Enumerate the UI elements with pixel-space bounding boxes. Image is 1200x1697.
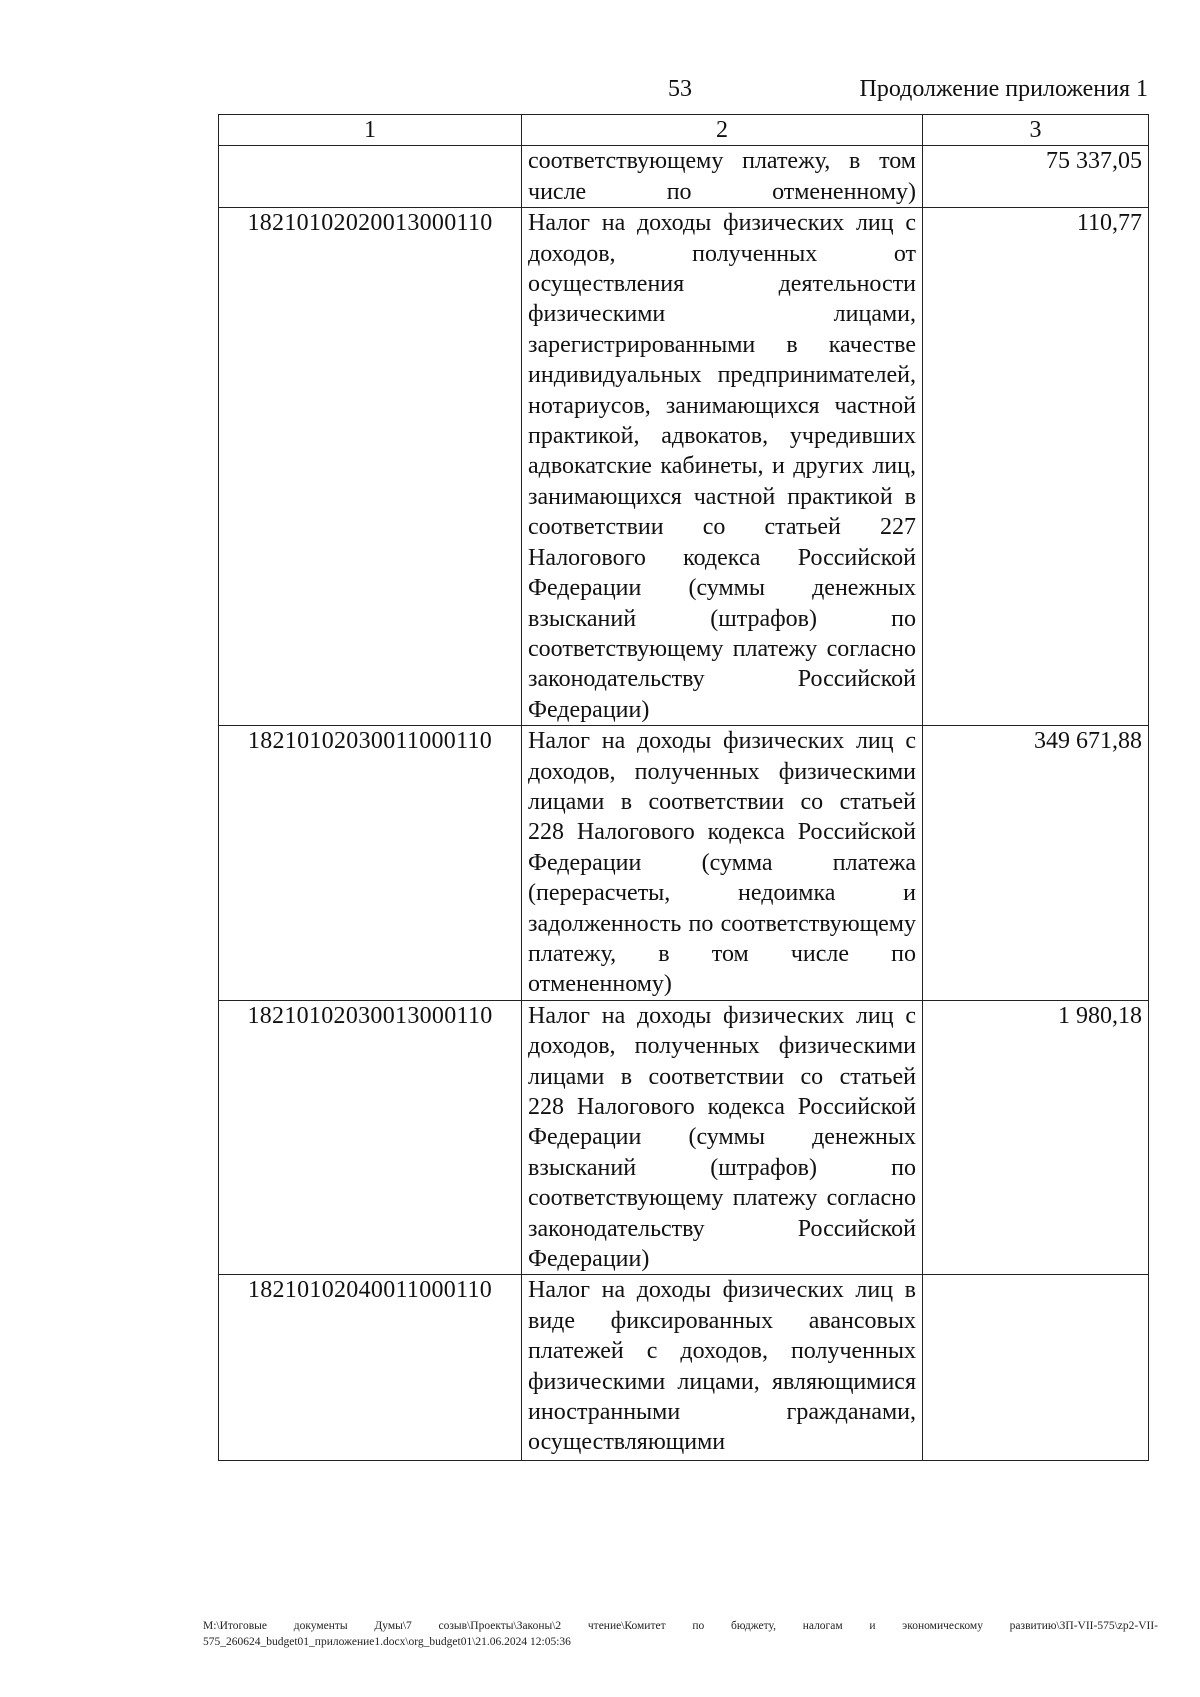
column-header-3: 3	[923, 115, 1149, 146]
row-code: 18210102030011000110	[219, 726, 522, 1001]
row-description: Налог на доходы физических лиц в виде фиксированных авансовых платежей с доходов, полученных физическими лицами, являющимися иностранными гражданами, осуществляющими	[522, 1275, 923, 1460]
row-amount: 1 980,18	[923, 1000, 1149, 1275]
row-amount: 75 337,05	[923, 146, 1149, 208]
row-amount: 349 671,88	[923, 726, 1149, 1001]
column-header-1: 1	[219, 115, 522, 146]
budget-table	[218, 114, 1149, 1461]
table-row	[219, 146, 1149, 208]
table-row	[219, 1275, 1149, 1460]
table-header-row	[219, 115, 1149, 146]
file-path-footer: M:\Итоговые документы Думы\7 созыв\Проекты\Законы\2 чтение\Комитет по бюджету, налогам и экономическому развитию\ЗП-VII-575\zp2-VII-575_260624_budget01_приложение1.docx\org_budget01\21.06.2024 12:05:36	[203, 1620, 1158, 1648]
row-description: соответствующему платежу, в том числе по отмененному)	[522, 146, 923, 208]
row-description: Налог на доходы физических лиц с доходов, полученных физическими лицами в соответствии со статьей 228 Налогового кодекса Российской Федерации (суммы денежных взысканий (штрафов) по соответствующему платежу согласно законодательству Российской Федерации)	[522, 1000, 923, 1275]
column-header-2: 2	[522, 115, 923, 146]
table-row	[219, 726, 1149, 1001]
table-row	[219, 1000, 1149, 1275]
row-code: 18210102020013000110	[219, 208, 522, 726]
row-code: 18210102030013000110	[219, 1000, 522, 1275]
row-amount	[923, 1275, 1149, 1460]
row-amount: 110,77	[923, 208, 1149, 726]
page-number: 53	[668, 76, 692, 102]
row-code	[219, 146, 522, 208]
row-description: Налог на доходы физических лиц с доходов, полученных физическими лицами в соответствии со статьей 228 Налогового кодекса Российской Федерации (сумма платежа (перерасчеты, недоимка и задолженность по соответствующему платежу, в том числе по отмененному)	[522, 726, 923, 1001]
row-code: 18210102040011000110	[219, 1275, 522, 1460]
row-description: Налог на доходы физических лиц с доходов, полученных от осуществления деятельности физическими лицами, зарегистрированными в качестве индивидуальных предпринимателей, нотариусов, занимающихся частной практикой, адвокатов, учредивших адвокатские кабинеты, и других лиц, занимающихся частной практикой в соответствии со статьей 227 Налогового кодекса Российской Федерации (суммы денежных взысканий (штрафов) по соответствующему платежу согласно законодательству Российской Федерации)	[522, 208, 923, 726]
continuation-label: Продолжение приложения 1	[859, 76, 1148, 102]
table-row	[219, 208, 1149, 726]
